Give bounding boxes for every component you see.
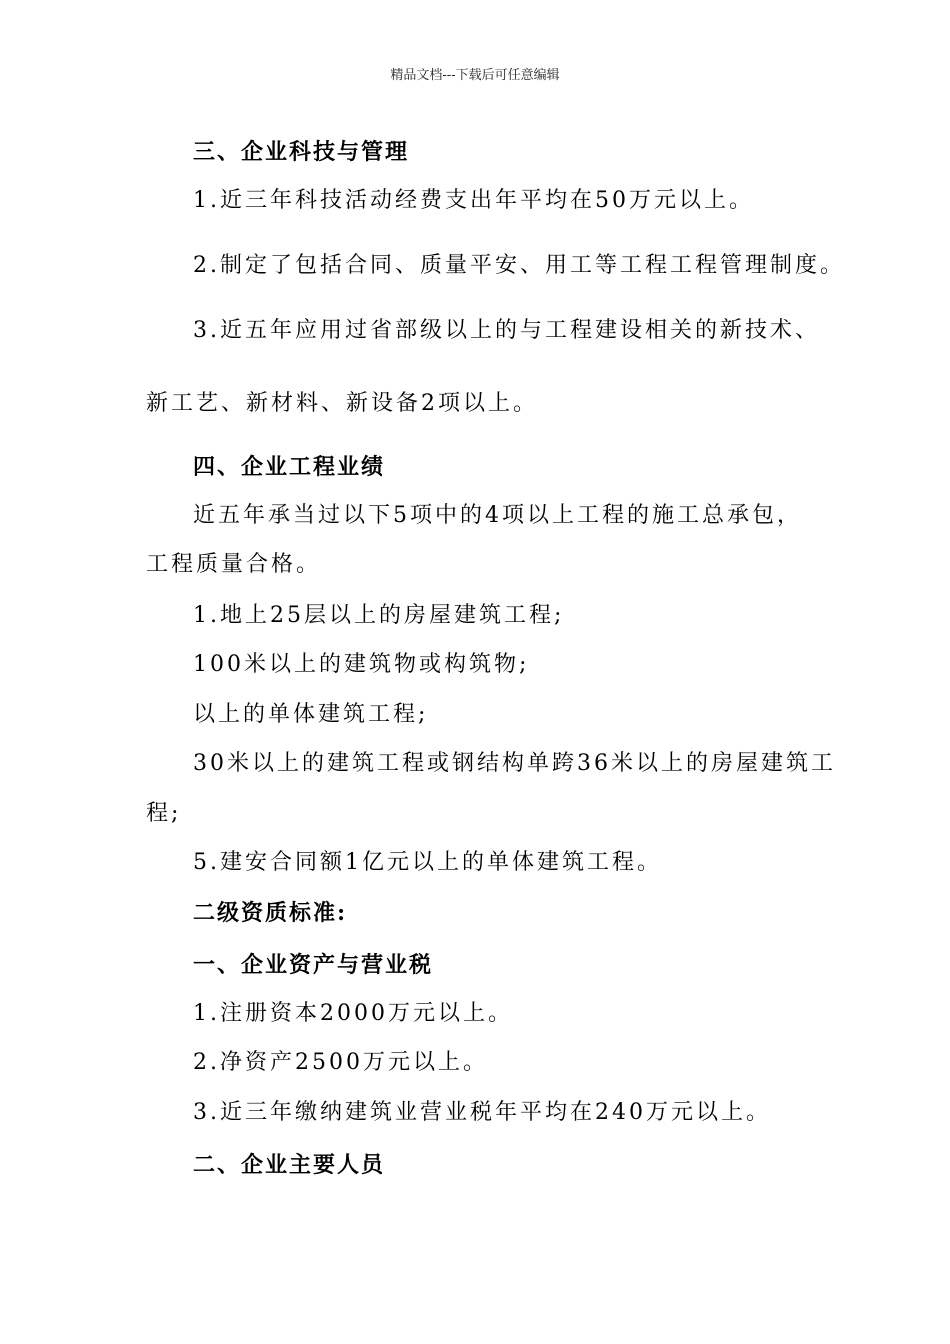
- paragraph: 1.近三年科技活动经费支出年平均在50万元以上。: [193, 188, 754, 213]
- paragraph-continuation: 工程质量合格。: [146, 552, 322, 577]
- paragraph: 近五年承当过以下5项中的4项以上工程的施工总承包，: [193, 503, 802, 528]
- paragraph-continuation: 新工艺、新材料、新设备2项以上。: [146, 391, 538, 416]
- section-heading: 一、企业资产与营业税: [193, 952, 434, 978]
- list-item: 1.地上25层以上的房屋建筑工程;: [193, 603, 565, 628]
- page-header: 精品文档---下载后可任意编辑: [390, 68, 560, 83]
- section-heading: 三、企业科技与管理: [193, 139, 410, 165]
- paragraph: 3.近五年应用过省部级以上的与工程建设相关的新技术、: [193, 318, 820, 343]
- list-item: 2.净资产2500万元以上。: [193, 1050, 488, 1075]
- paragraph: 2.制定了包括合同、质量平安、用工等工程工程管理制度。: [193, 253, 845, 278]
- list-item: 30米以上的建筑工程或钢结构单跨36米以上的房屋建筑工: [193, 751, 836, 776]
- list-item: 以上的单体建筑工程;: [193, 702, 429, 727]
- list-item: 3.近三年缴纳建筑业营业税年平均在240万元以上。: [193, 1100, 771, 1125]
- list-item-continuation: 程;: [146, 801, 182, 826]
- list-item: 100米以上的建筑物或构筑物;: [193, 652, 530, 677]
- section-heading: 二级资质标准:: [193, 900, 348, 926]
- list-item: 5.建安合同额1亿元以上的单体建筑工程。: [193, 850, 662, 875]
- section-heading: 二、企业主要人员: [193, 1152, 386, 1178]
- list-item: 1.注册资本2000万元以上。: [193, 1001, 513, 1026]
- section-heading: 四、企业工程业绩: [193, 454, 386, 480]
